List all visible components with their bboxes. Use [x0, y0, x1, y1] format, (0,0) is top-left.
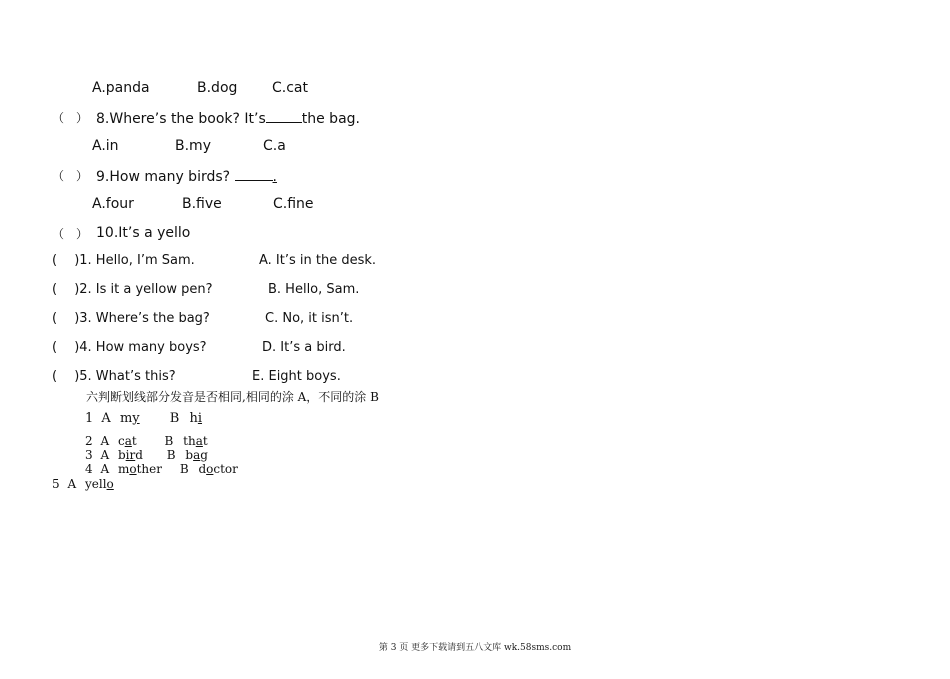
q8-suffix: the bag. [301, 111, 360, 127]
underlined-letters: ir [125, 448, 136, 462]
option-a-label: A [100, 462, 110, 476]
section6-row-5 [52, 477, 114, 491]
page-footer: 第 3 页 更多下载请到五八文库 wk.58sms.com [378, 643, 572, 653]
q9-blank-end: . [272, 169, 277, 185]
matching-left-1: ( )1. Hello, I’m Sam. [52, 253, 195, 268]
word-part: t [131, 434, 137, 448]
q8-option-b: B.my [175, 138, 211, 154]
q8-text [96, 109, 360, 127]
section6-row-4 [85, 462, 238, 476]
word-part: ther [136, 462, 162, 476]
row-number: 2 [85, 434, 93, 448]
q8-prefix: 8.Where’s the book? It’s [96, 111, 266, 127]
q9-text [96, 167, 277, 185]
word-part: m [117, 462, 130, 476]
section6-row-3 [85, 448, 208, 462]
word-part: t [202, 434, 208, 448]
word-part: ctor [213, 462, 238, 476]
q8-option-a: A.in [92, 138, 119, 154]
option-a-label: A [101, 411, 111, 426]
q10-answer-paren[interactable]: （ ） [52, 227, 89, 241]
q7-option-b: B.dog [197, 80, 238, 96]
word-part: c [117, 434, 125, 448]
underlined-letters: a [195, 434, 203, 448]
option-b-label: B [169, 411, 180, 426]
option-a-label: A [100, 434, 110, 448]
word-part: b [117, 448, 126, 462]
underlined-letters: i [197, 411, 203, 426]
section6-title: 六判断划线部分发音是否相同,相同的涂 A，不同的涂 B [86, 390, 379, 404]
matching-left-4: ( )4. How many boys? [52, 340, 207, 355]
matching-right-c: C. No, it isn’t. [265, 311, 354, 326]
q9-option-a: A.four [92, 196, 134, 212]
option-b-label: B [179, 462, 189, 476]
word-part: g [200, 448, 208, 462]
matching-right-d: D. It’s a bird. [262, 340, 346, 355]
section6-row-1 [85, 412, 202, 426]
underlined-letters: a [193, 448, 201, 462]
word-part: th [183, 434, 196, 448]
word-part: d [198, 462, 207, 476]
q9-option-c: C.fine [273, 196, 314, 212]
row-number: 4 [85, 462, 93, 476]
section6-row-2 [85, 434, 208, 448]
underlined-letters: o [206, 462, 214, 476]
q7-option-c: C.cat [272, 80, 308, 96]
option-a-label: A [67, 477, 77, 491]
q8-option-c: C.a [263, 138, 286, 154]
matching-left-5: ( )5. What’s this? [52, 369, 176, 384]
q10-text: 10.It’s a yello [96, 225, 191, 241]
q9-answer-paren[interactable]: （ ） [52, 169, 89, 183]
q9-option-b: B.five [182, 196, 222, 212]
matching-right-b: B. Hello, Sam. [268, 282, 360, 297]
q9-blank[interactable] [235, 167, 273, 181]
word-part: h [189, 411, 198, 426]
q8-blank[interactable] [266, 109, 302, 123]
matching-left-2: ( )2. Is it a yellow pen? [52, 282, 213, 297]
row-number: 5 [52, 477, 60, 491]
underlined-letters: o [129, 462, 137, 476]
matching-right-e: E. Eight boys. [252, 369, 341, 384]
option-b-label: B [166, 448, 176, 462]
word-part: d [135, 448, 143, 462]
underlined-letters: a [124, 434, 132, 448]
word-part: m [119, 411, 133, 426]
q7-option-a: A.panda [92, 80, 150, 96]
option-b-label: B [164, 434, 174, 448]
row-number: 1 [85, 411, 94, 426]
matching-right-a: A. It’s in the desk. [259, 253, 377, 268]
option-a-label: A [100, 448, 110, 462]
matching-left-3: ( )3. Where’s the bag? [52, 311, 210, 326]
word-part: yell [84, 477, 107, 491]
row-number: 3 [85, 448, 93, 462]
q8-answer-paren[interactable]: （ ） [52, 111, 89, 125]
underlined-letters: y [132, 411, 140, 426]
underlined-letters: o [106, 477, 114, 491]
word-part: b [185, 448, 194, 462]
q9-prefix: 9.How many birds? [96, 169, 231, 185]
